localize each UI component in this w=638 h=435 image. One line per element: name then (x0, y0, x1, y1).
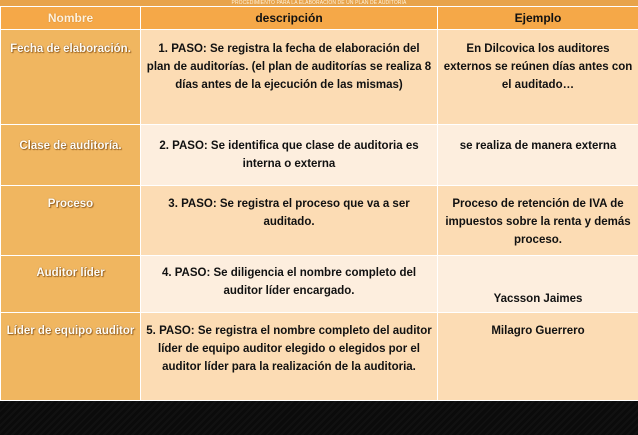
row-descripcion: 3. PASO: Se registra el proceso que va a ser auditado. (141, 186, 438, 256)
table-row (1, 256, 638, 313)
audit-plan-table (0, 6, 638, 401)
row-nombre: Proceso (1, 186, 141, 256)
table-title: PROCEDIMIENTO PARA LA ELABORACIÓN DE UN PLAN DE AUDITORIA (0, 0, 638, 6)
row-nombre: Líder de equipo auditor (1, 313, 141, 401)
row-nombre: Clase de auditoría. (1, 125, 141, 186)
table-row (1, 313, 638, 401)
row-ejemplo: se realiza de manera externa (438, 125, 638, 186)
row-ejemplo: Yacsson Jaimes (438, 256, 638, 313)
header-nombre: Nombre (1, 7, 141, 30)
row-ejemplo: Milagro Guerrero (438, 313, 638, 401)
row-nombre: Auditor líder (1, 256, 141, 313)
row-descripcion: 4. PASO: Se diligencia el nombre completo del auditor líder encargado. (141, 256, 438, 313)
table-row (1, 125, 638, 186)
header-ejemplo: Ejemplo (438, 7, 638, 30)
table-header-row (1, 7, 638, 30)
row-descripcion: 5. PASO: Se registra el nombre completo del auditor líder de equipo auditor elegido o elegidos por el auditor líder para la realización de la auditoria. (141, 313, 438, 401)
header-descripcion: descripción (141, 7, 438, 30)
table-row (1, 30, 638, 125)
row-ejemplo: Proceso de retención de IVA de impuestos sobre la renta y demás proceso. (438, 186, 638, 256)
table-row (1, 186, 638, 256)
row-ejemplo: En Dilcovica los auditores externos se reúnen días antes con el auditado… (438, 30, 638, 125)
row-descripcion: 2. PASO: Se identifica que clase de auditoria es interna o externa (141, 125, 438, 186)
row-descripcion: 1. PASO: Se registra la fecha de elaboración del plan de auditorías. (el plan de auditorías se realiza 8 días antes de la ejecución de las mismas) (141, 30, 438, 125)
row-nombre: Fecha de elaboración. (1, 30, 141, 125)
